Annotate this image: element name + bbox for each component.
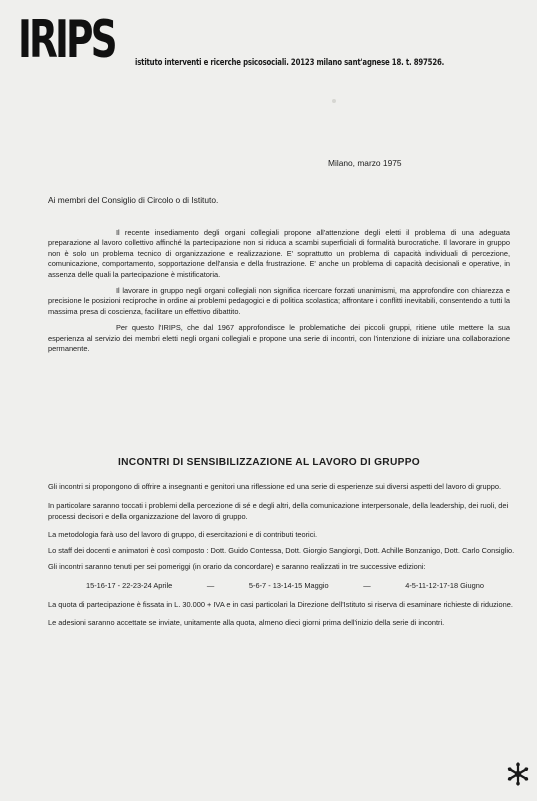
- recipient-line: Ai membri del Consiglio di Circolo o di Istituto.: [48, 195, 219, 205]
- section-paragraph-2: In particolare saranno toccati i problemi della percezione di sé e degli altri, della comunicazione interpersonale, della leadership, dei ruoli, dei processi decisori e della organizzazione del lavoro di gruppo.: [48, 500, 509, 521]
- section-paragraph-1: Gli incontri si propongono di offrire a insegnanti e genitori una riflessione ed una serie di esperienze sui diversi aspetti del lavoro di gruppo.: [48, 482, 502, 491]
- edition-dates: [48, 581, 484, 592]
- paper-speck: [332, 99, 336, 103]
- intro-paragraph-1: Il recente insediamento degli organi collegiali propone all'attenzione degli eletti il problema di una adeguata preparazione al lavoro collettivo affinché la partecipazione non si riduca a scambi superficiali di formalità burocratiche. Il lavorare in gruppo non è solo un problema tecnico di organizzazione e realizzazione. E' soprattutto un problema di capacità individuali di percezione, comunicazione, comportamento, sopportazione dell'ansia e della frustrazione. E' anche un problema di capacità decisionali e operative, in assenza delle quali la partecipazione è mistificatoria.: [48, 228, 510, 279]
- section-body: [48, 482, 516, 634]
- section-paragraph-7: Le adesioni saranno accettate se inviate, unitamente alla quota, almeno dieci giorni prima dell'inizio della serie di incontri.: [48, 618, 445, 628]
- section-paragraph-3: La metodologia farà uso del lavoro di gruppo, di esercitazioni e di contributi teorici.: [48, 530, 318, 540]
- snowflake-icon: [506, 762, 530, 786]
- edition-june: 4-5-11-12-17-18 Giugno: [405, 580, 484, 590]
- edition-may: 5-6-7 - 13-14-15 Maggio: [248, 580, 329, 590]
- intro-text: [48, 228, 510, 360]
- irips-logo: IRIPS: [18, 10, 115, 70]
- section-paragraph-4: Lo staff dei docenti e animatori è così composto : Dott. Guido Contessa, Dott. Giorgio Sangiorgi, Dott. Achille Bonzanigo, Dott. Carlo Consiglio.: [48, 546, 515, 556]
- dates-dash-2: —: [363, 580, 371, 590]
- dateline: Milano, marzo 1975: [328, 158, 402, 168]
- intro-paragraph-3: Per questo l'IRIPS, che dal 1967 approfondisce le problematiche dei piccoli gruppi, ritiene utile mettere la sua esperienza al servizio dei membri eletti negli organi collegiali e propone una serie di incontri, con l'intenzione di iniziare una collaborazione permanente.: [48, 323, 510, 354]
- letterhead-address: istituto interventi e ricerche psicosociali. 20123 milano sant'agnese 18. t. 897526.: [135, 58, 445, 68]
- section-paragraph-5: Gli incontri saranno tenuti per sei pomeriggi (in orario da concordare) e saranno realizzati in tre successive edizioni:: [48, 561, 426, 571]
- edition-april: 15-16-17 - 22-23-24 Aprile: [86, 580, 173, 590]
- section-paragraph-6: La quota di partecipazione è fissata in L. 30.000 + IVA e in casi particolari la Direzione dell'Istituto si riserva di esaminare richieste di riduzione.: [48, 599, 513, 609]
- section-heading: INCONTRI DI SENSIBILIZZAZIONE AL LAVORO DI GRUPPO: [118, 457, 421, 468]
- dates-dash-1: —: [206, 580, 215, 590]
- intro-paragraph-2: Il lavorare in gruppo negli organi collegiali non significa ricercare forzati unanimismi, ma approfondire con chiarezza e precisione le posizioni reciproche in ordine ai problemi pedagogici e di politica scolastica; affrontare i conflitti inevitabili, consentendo a tutti la massima presa di coscienza, facilitare un effettivo dibattito.: [48, 286, 510, 316]
